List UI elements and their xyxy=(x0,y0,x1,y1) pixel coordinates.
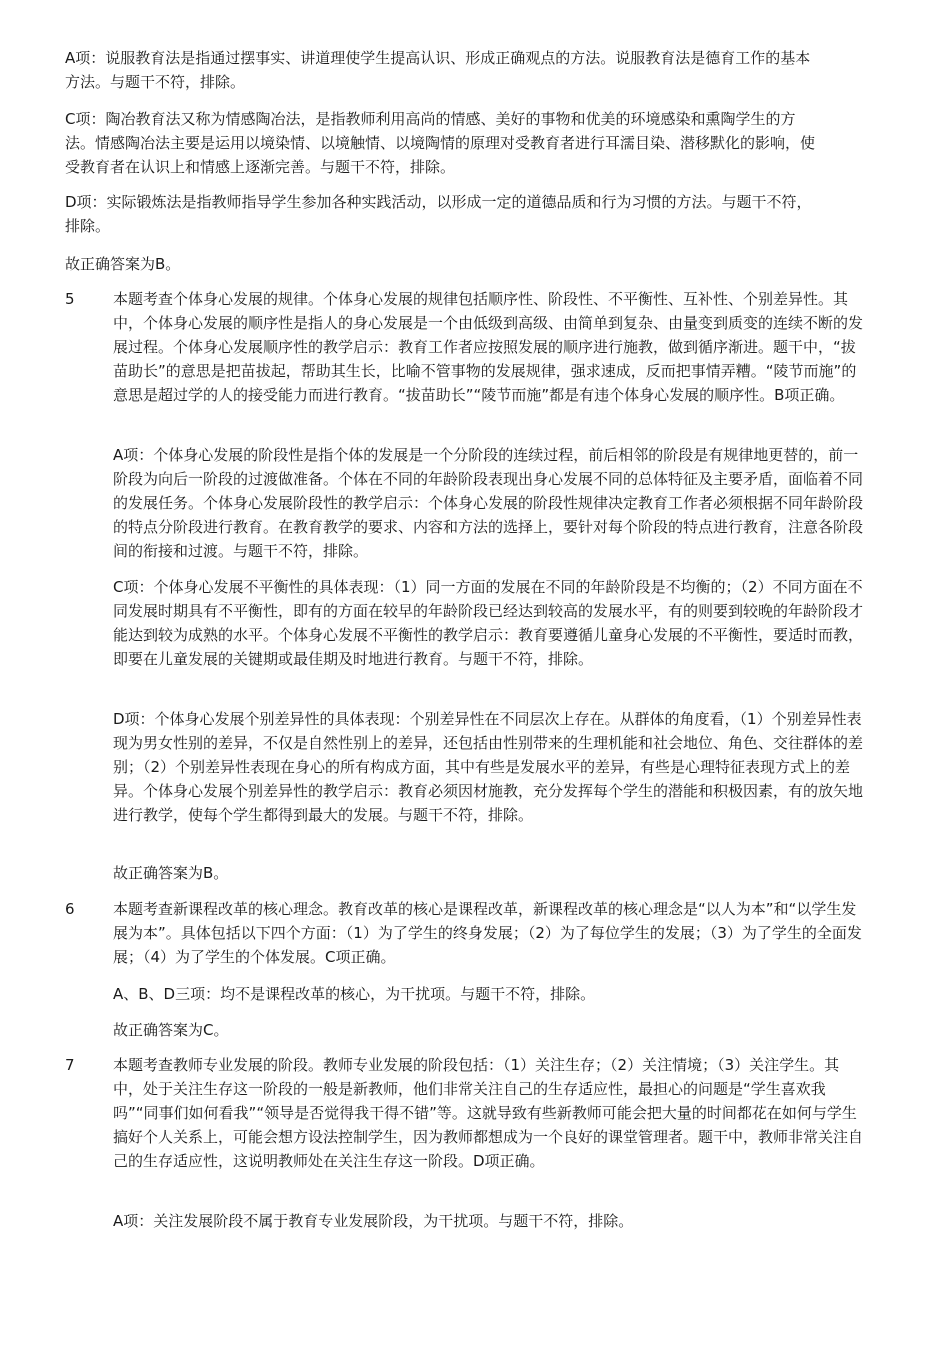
q5-main: 本题考查个体身心发展的规律。个体身心发展的规律包括顺序性、阶段性、不平衡性、互补性、个别差异性。其中，个体身心发展的顺序性是指人的身心发展是一个由低级到高级、由简单到复杂、由量变到质变的连续不断的发展过程。个体身心发展顺序性的教学启示：教育工作者应按照发展的顺序进行施教，做到循序渐进。题干中，“拔苗助长”的意思是把苗拔起，帮助其生长，比喻不管事物的发展规律，强求速成，反而把事情弄糟。“陵节而施”的意思是超过学的人的接受能力而进行教育。“拔苗助长”“陵节而施”都是有违个体身心发展的顺序性。B项正确。 xyxy=(113,290,864,404)
q6-option-abd: A、B、D三项：均不是课程改革的核心，为干扰项。与题干不符，排除。 xyxy=(113,985,596,1003)
q6-main: 本题考查新课程改革的核心理念。教育改革的核心是课程改革，新课程改革的核心理念是“以人为本”和“以学生发展为本”。具体包括以下四个方面：（1）为了学生的终身发展；（2）为了每位学生的发展；（3）为了学生的全面发展；（4）为了学生的个体发展。C项正确。 xyxy=(113,900,862,966)
q7-option-a: A项：关注发展阶段不属于教育专业发展阶段，为干扰项。与题干不符，排除。 xyxy=(113,1212,634,1230)
q5-number: 5 xyxy=(65,290,75,308)
q5-option-a: A项：个体身心发展的阶段性是指个体的发展是一个分阶段的连续过程，前后相邻的阶段是有规律地更替的，前一阶段为向后一阶段的过渡做准备。个体在不同的年龄阶段表现出身心发展不同的总体特征及主要矛盾，面临着不同的发展任务。个体身心发展阶段性的教学启示：个体身心发展的阶段性规律决定教育工作者必须根据不同年龄阶段的特点分阶段进行教育。在教育教学的要求、内容和方法的选择上，要针对每个阶段的特点进行教育，注意各阶段间的衔接和过渡。与题干不符，排除。 xyxy=(113,446,864,560)
q5-option-d: D项：个体身心发展个别差异性的具体表现：个别差异性在不同层次上存在。从群体的角度看，（1）个别差异性表现为男女性别的差异，不仅是自然性别上的差异，还包括由性别带来的生理机能和社会地位、角色、交往群体的差别；（2）个别差异性表现在身心的所有构成方面，其中有些是发展水平的差异，有些是心理特征表现方式上的差异。个体身心发展个别差异性的教学启示：教育必须因材施教，充分发挥每个学生的潜能和积极因素，有的放矢地进行教学，使每个学生都得到最大的发展。与题干不符，排除。 xyxy=(113,710,864,824)
q5-answer: 故正确答案为B。 xyxy=(113,864,229,882)
q6-number: 6 xyxy=(65,900,75,918)
q4-option-d: D项：实际锻炼法是指教师指导学生参加各种实践活动，以形成一定的道德品质和行为习惯的方法。与题干不符，排除。 xyxy=(65,193,812,235)
q6-answer: 故正确答案为C。 xyxy=(113,1021,229,1039)
q4-answer: 故正确答案为B。 xyxy=(65,255,181,273)
q4-option-c: C项：陶冶教育法又称为情感陶冶法，是指教师利用高尚的情感、美好的事物和优美的环境感染和熏陶学生的方法。情感陶冶法主要是运用以境染情、以境触情、以境陶情的原理对受教育者进行耳濡目染、潜移默化的影响，使受教育者在认识上和情感上逐渐完善。与题干不符，排除。 xyxy=(65,110,816,176)
q7-number: 7 xyxy=(65,1056,75,1074)
q4-option-a: A项：说服教育法是指通过摆事实、讲道理使学生提高认识、形成正确观点的方法。说服教育法是德育工作的基本方法。与题干不符，排除。 xyxy=(65,49,811,91)
q7-main: 本题考查教师专业发展的阶段。教师专业发展的阶段包括：（1）关注生存；（2）关注情境；（3）关注学生。其中，处于关注生存这一阶段的一般是新教师，他们非常关注自己的生存适应性，最担心的问题是“学生喜欢我吗”“同事们如何看我”“领导是否觉得我干得不错”等。这就导致有些新教师可能会把大量的时间都花在如何与学生搞好个人关系上，可能会想方设法控制学生，因为教师都想成为一个良好的课堂管理者。题干中，教师非常关注自己的生存适应性，这说明教师处在关注生存这一阶段。D项正确。 xyxy=(113,1056,864,1170)
q5-option-c: C项：个体身心发展不平衡性的具体表现：（1）同一方面的发展在不同的年龄阶段是不均衡的；（2）不同方面在不同发展时期具有不平衡性，即有的方面在较早的年龄阶段已经达到较高的发展水平，有的则要到较晚的年龄阶段才能达到较为成熟的水平。个体身心发展不平衡性的教学启示：教育要遵循儿童身心发展的不平衡性，要适时而教，即要在儿童发展的关键期或最佳期及时地进行教育。与题干不符，排除。 xyxy=(113,578,864,668)
